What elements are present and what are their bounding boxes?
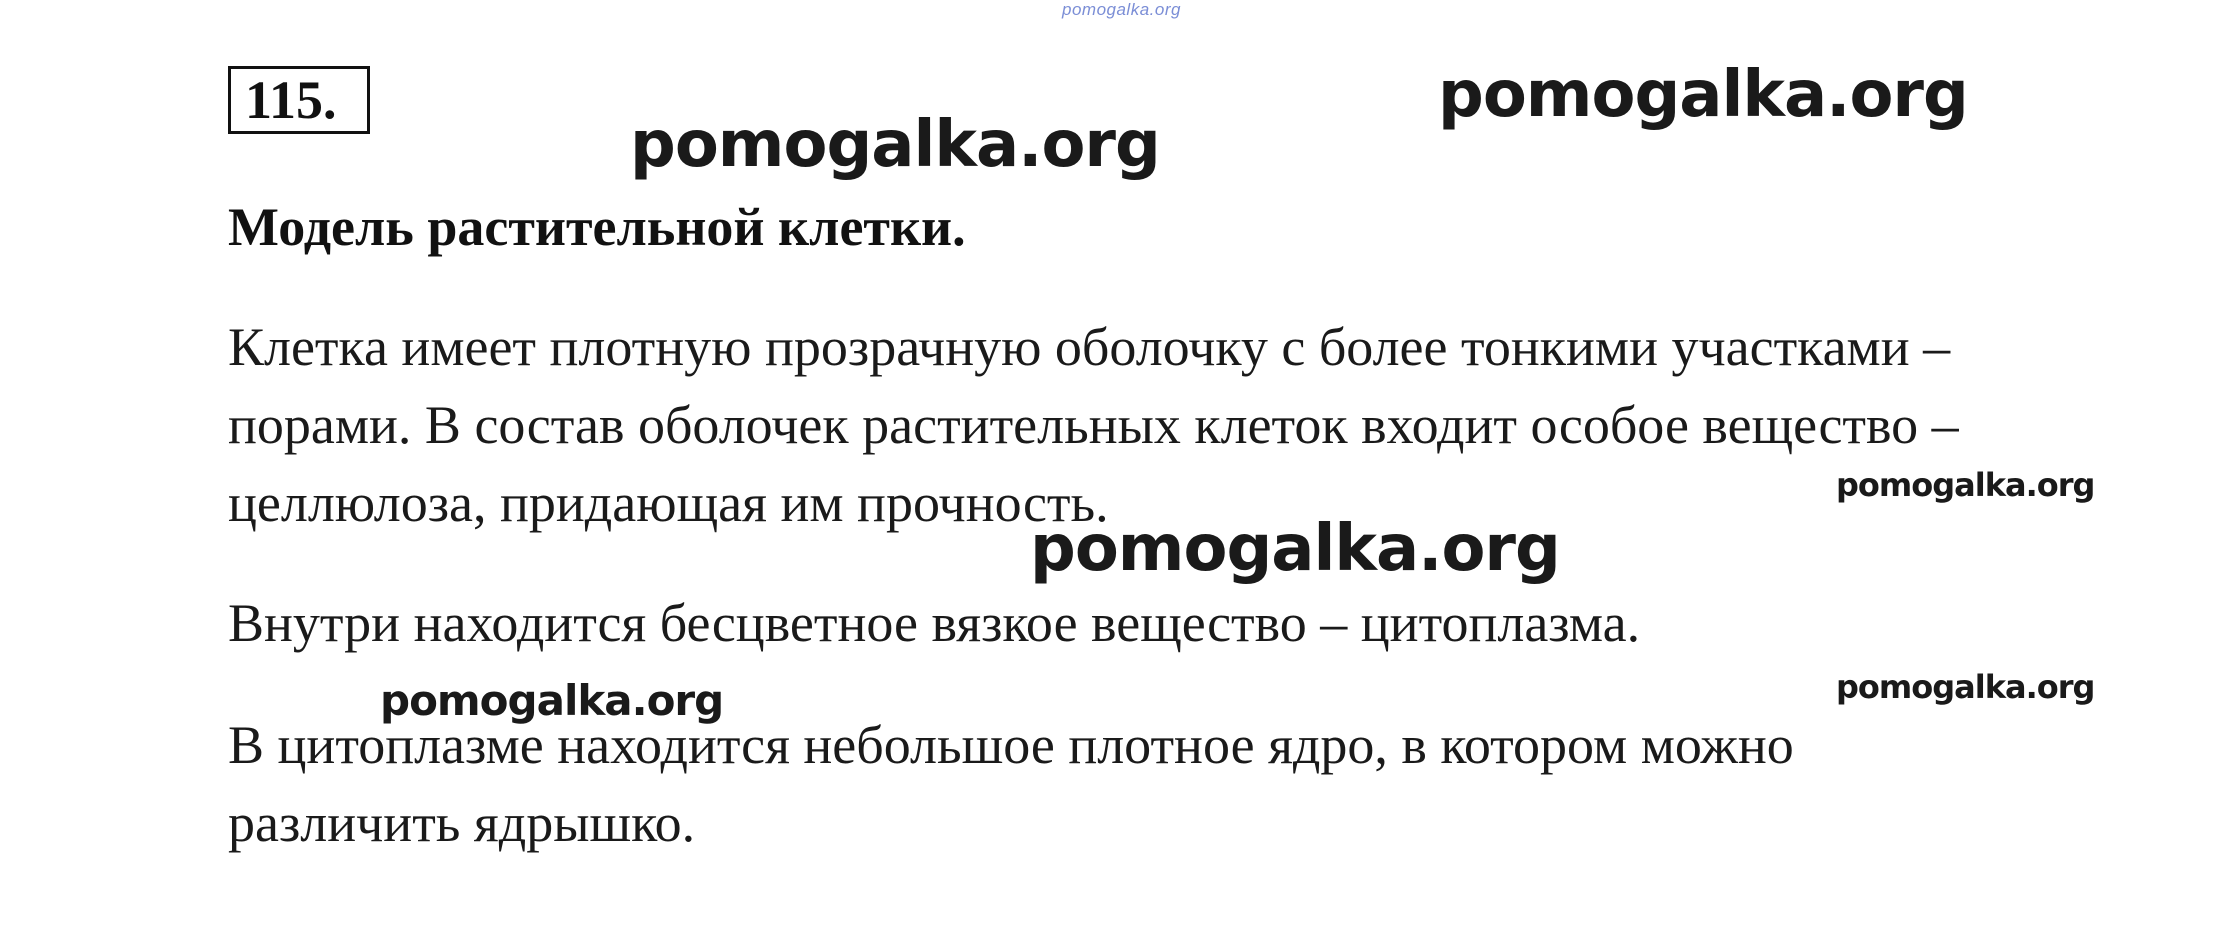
task-number: 115. xyxy=(245,70,337,130)
watermark-top-center: pomogalka.org xyxy=(630,108,1160,182)
paragraph-3-line-1: В цитоплазме находится небольшое плотное ядро, в котором можно xyxy=(228,715,1794,775)
watermark-middle-center: pomogalka.org xyxy=(1030,512,1560,586)
watermark-left-lower: pomogalka.org xyxy=(380,676,724,725)
watermark-right-upper: pomogalka.org xyxy=(1836,466,2095,504)
top-watermark: pomogalka.org xyxy=(1062,0,1181,19)
watermark-right-lower: pomogalka.org xyxy=(1836,668,2095,706)
task-number-box xyxy=(228,66,370,134)
paragraph-3-line-2: различить ядрышко. xyxy=(228,793,696,853)
watermark-top-right: pomogalka.org xyxy=(1438,58,1968,132)
section-title: Модель растительной клетки. xyxy=(228,197,966,257)
paragraph-2-line-1: Внутри находится бесцветное вязкое вещество – цитоплазма. xyxy=(228,593,1641,653)
paragraph-1 xyxy=(228,308,1959,542)
paragraph-1-line-2: порами. В состав оболочек растительных клеток входит особое вещество – xyxy=(228,395,1959,455)
paragraph-3 xyxy=(228,706,1794,862)
paragraph-1-line-3: целлюлоза, придающая им прочность. xyxy=(228,473,1109,533)
paragraph-1-line-1: Клетка имеет плотную прозрачную оболочку с более тонкими участками – xyxy=(228,317,1951,377)
paragraph-2 xyxy=(228,584,1640,662)
